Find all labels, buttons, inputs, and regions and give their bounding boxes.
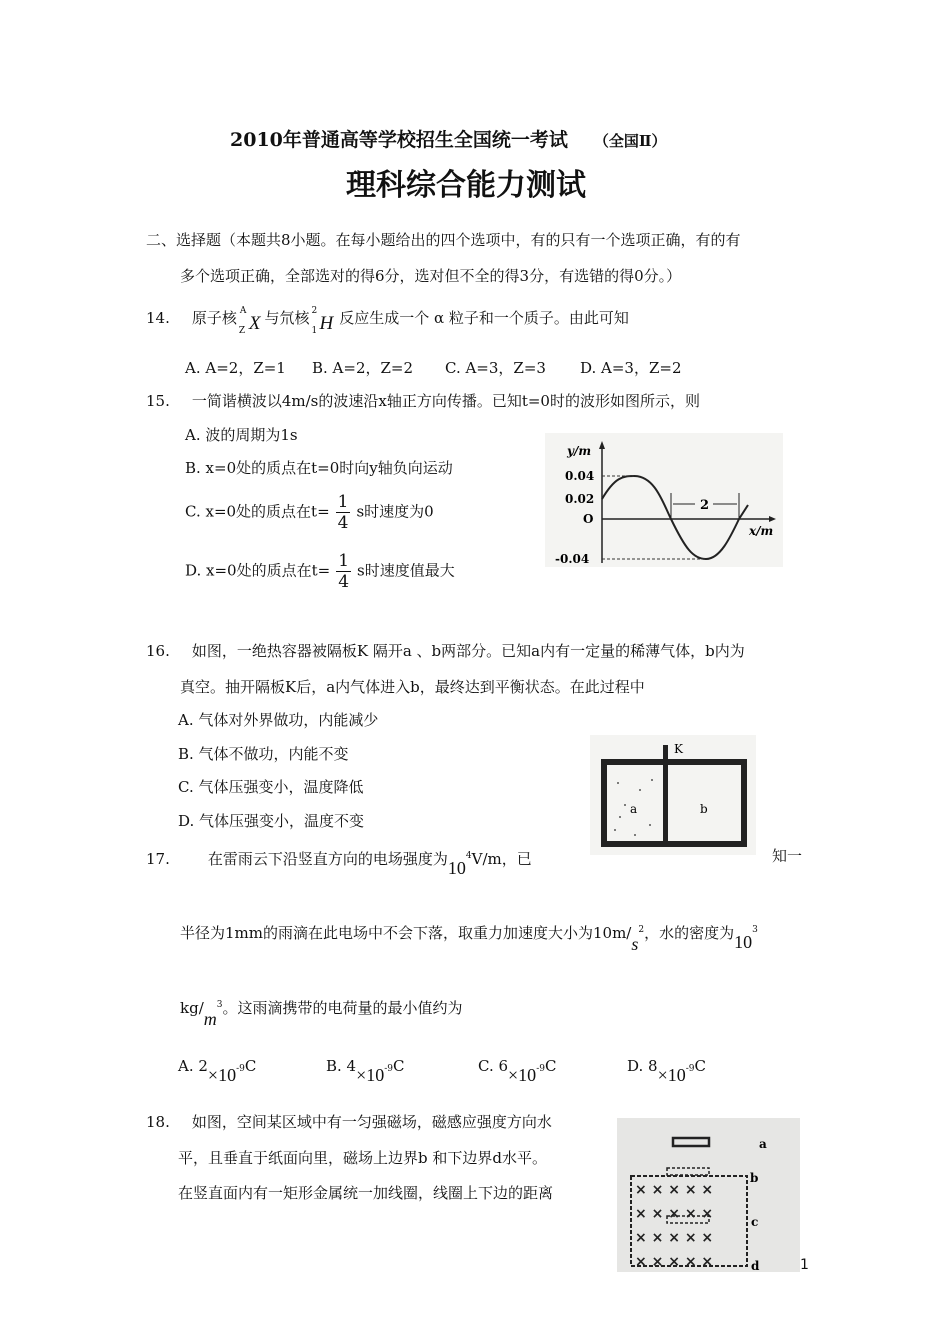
q14-option-a: A. A=2，Z=1	[185, 359, 286, 377]
q14-option-b: B. A=2，Z=2	[312, 359, 414, 377]
y-tick: -0.04	[555, 552, 590, 566]
q17-option-c: C. $6\times 10^{-9}C$	[478, 1057, 557, 1085]
q14-option-c: C. A=3，Z=3	[445, 359, 546, 377]
svg-text:a: a	[630, 802, 638, 816]
q16-option-c: C. 气体压强变小，温度降低	[178, 778, 364, 796]
q15-option-a: A. 波的周期为1s	[185, 426, 298, 444]
q17-line3: $kg/m^3$。这雨滴携带的电荷量的最小值约为	[180, 999, 463, 1029]
x-axis-label: x/m	[749, 524, 774, 538]
svg-text:d: d	[751, 1259, 760, 1272]
svg-text:× × × × ×: × × × × ×	[635, 1182, 714, 1198]
wave-graph	[545, 433, 783, 567]
span-label: 2	[700, 498, 710, 513]
q18-stem-cont: 平，且垂直于纸面向里，磁场上边界b 和下边界d水平。	[178, 1149, 547, 1167]
exam-subtitle: 理科综合能力测试	[346, 168, 586, 203]
svg-text:× × × × ×: × × × × ×	[635, 1254, 714, 1270]
q16-stem-cont: 真空。抽开隔板K后，a内气体进入b，最终达到平衡状态。在此过程中	[180, 678, 645, 696]
section-intro-cont: 多个选项正确，全部选对的得6分，选对但不全的得3分，有选错的得0分。）	[180, 267, 682, 285]
q16-stem: 16. 如图，一绝热容器被隔板K 隔开a 、b两部分。已知a内有一定量的稀薄气体，b内为	[146, 642, 745, 660]
svg-text:b: b	[750, 1171, 759, 1185]
container-figure	[590, 735, 756, 855]
q16-option-b: B. 气体不做功，内能不变	[178, 745, 349, 763]
q17-stem: 17. 在雷雨云下沿竖直方向的电场强度为$10^4V/m$，已	[146, 850, 532, 878]
q18-stem: 18. 如图，空间某区域中有一匀强磁场，磁感应强度方向水	[146, 1113, 552, 1131]
q16-option-a: A. 气体对外界做功，内能减少	[178, 711, 379, 729]
svg-text:a: a	[759, 1137, 767, 1151]
q17-option-d: D. $8\times 10^{-9}C$	[627, 1057, 706, 1085]
q17-line2: 半径为1mm的雨滴在此电场中不会下落，取重力加速度大小为$10m/s^2$，水的密度为$10^3$	[180, 924, 758, 954]
section-intro: 二、选择题（本题共8小题。在每小题给出的四个选项中，有的只有一个选项正确，有的有	[146, 231, 741, 249]
page-number: 1	[800, 1257, 809, 1273]
q18-stem-cont2: 在竖直面内有一矩形金属统一加线圈，线圈上下边的距离	[178, 1184, 554, 1202]
svg-text:× × × × ×: × × × × ×	[635, 1206, 714, 1222]
exam-title: 2010年普通高等学校招生全国统一考试 （全国Ⅱ）	[230, 129, 667, 151]
q17-option-b: B. $4\times 10^{-9}C$	[326, 1057, 405, 1085]
q15-option-b: B. x=0处的质点在t=0时向y轴负向运动	[185, 459, 453, 477]
y-tick: 0.04	[565, 469, 595, 483]
q14-option-d: D. A=3，Z=2	[580, 359, 682, 377]
svg-text:b: b	[700, 802, 708, 816]
svg-text:× × × × ×: × × × × ×	[635, 1230, 714, 1246]
q15-option-d: D. x=0处的质点在t= $\frac{1}{4}$ s时速度值最大	[185, 551, 455, 592]
y-tick: O	[583, 512, 594, 526]
magnetic-field-figure	[617, 1118, 800, 1272]
q17-stem-end: 知一	[772, 847, 803, 865]
svg-text:K: K	[674, 742, 683, 756]
q17-option-a: A. $2\times 10^{-9}C$	[178, 1057, 257, 1085]
y-tick: 0.02	[565, 492, 595, 506]
q15-stem: 15. 一简谐横波以4m/s的波速沿x轴正方向传播。已知t=0时的波形如图所示，则	[146, 392, 700, 410]
svg-text:c: c	[751, 1215, 759, 1229]
q16-option-d: D. 气体压强变小，温度不变	[178, 812, 365, 830]
q14-stem: 14. 原子核 A Z X 与氘核 2 1 H 反应生成一个 α 粒子和一个质子。由此可知	[146, 306, 629, 336]
y-axis-label: y/m	[567, 444, 592, 458]
q15-option-c: C. x=0处的质点在t= $\frac{1}{4}$ s时速度为0	[185, 492, 434, 533]
